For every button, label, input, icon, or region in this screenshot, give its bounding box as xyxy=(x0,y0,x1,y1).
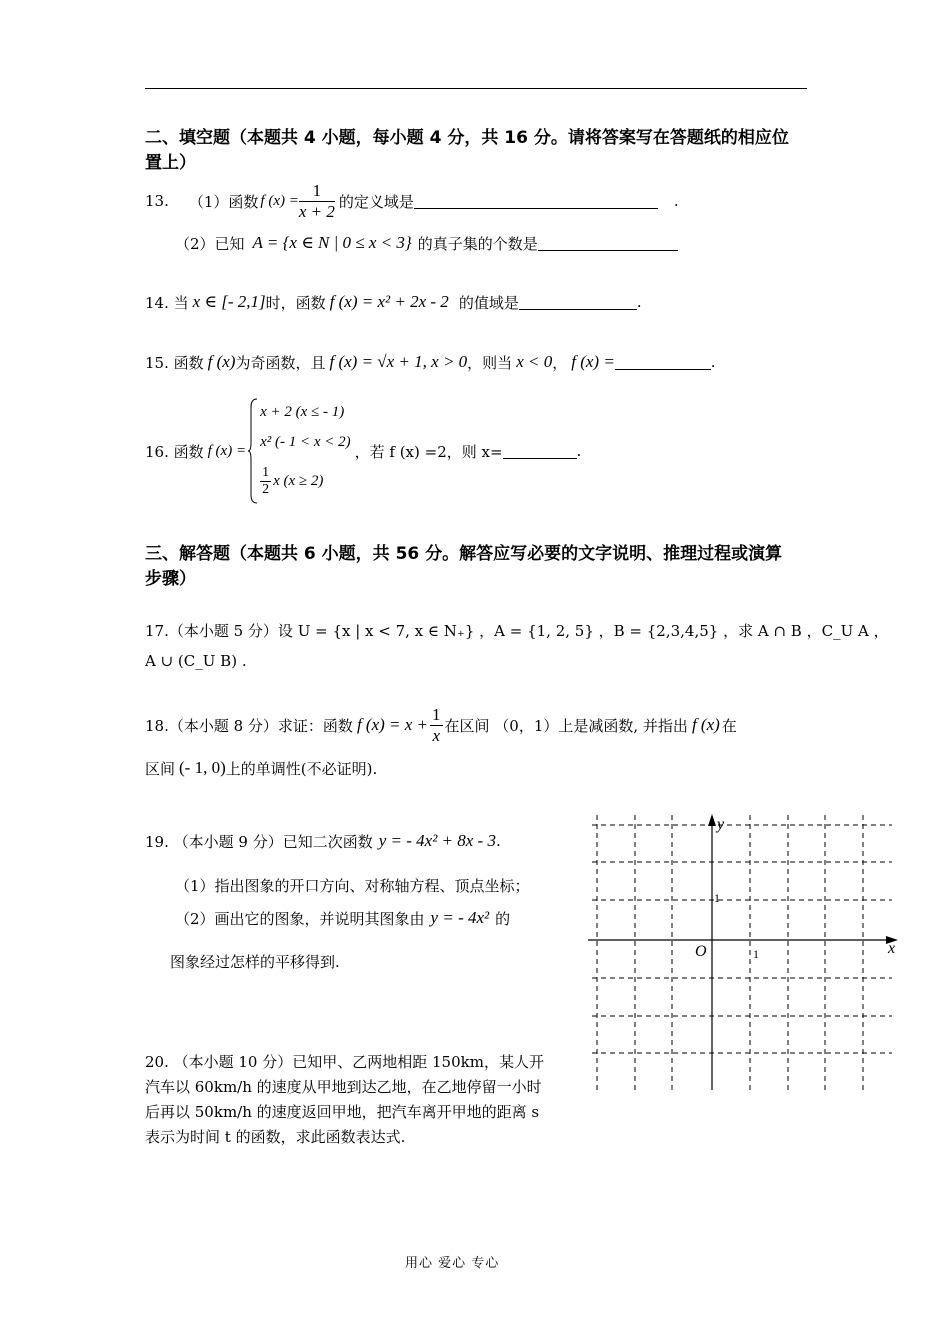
q15-sep: ， xyxy=(552,353,568,372)
q13-p2-set: A = {x ∈ N | 0 ≤ x < 3} xyxy=(252,233,412,252)
q15-number: 15. 函数 xyxy=(145,353,204,372)
q18-line2b: 上的单调性(不必证明). xyxy=(225,759,378,778)
q18-fx: f (x) xyxy=(691,715,720,734)
q19-item2c: 图象经过怎样的平移得到. xyxy=(170,953,340,971)
y-tick-label: 1 xyxy=(714,891,720,905)
q16-case3-rest: x (x ≥ 2) xyxy=(273,473,324,490)
q16-end: . xyxy=(576,442,582,460)
q14-text2: 的值域是 xyxy=(458,293,519,312)
q13-fraction xyxy=(299,181,335,222)
grid-lines xyxy=(592,815,892,1090)
question-13-part2 xyxy=(175,226,678,260)
q20-line1: 20. （本小题 10 分）已知甲、乙两地相距 150km，某人开 xyxy=(145,1053,544,1071)
q18-fraction-num: 1 xyxy=(432,704,441,724)
y-axis-label: y xyxy=(717,816,725,833)
q13-p1-end: . xyxy=(673,192,679,210)
question-18-line1 xyxy=(145,702,737,748)
x-tick-label: 1 xyxy=(753,947,759,961)
q18-line1c: 在 xyxy=(721,716,737,735)
q13-p1-answer-blank[interactable] xyxy=(414,194,658,209)
q15-condition: x < 0 xyxy=(516,352,553,371)
q15-text2: ，则当 xyxy=(467,353,513,372)
q16-text: ，若 f (x) =2，则 x= xyxy=(354,442,503,461)
q15-target: f (x) = xyxy=(571,352,615,371)
q20-line4: 表示为时间 t 的函数，求此函数表达式. xyxy=(145,1128,406,1146)
q13-number: 13. xyxy=(145,192,169,210)
q16-fx: f (x) = xyxy=(207,442,247,459)
page-footer: 用心 爱心 专心 xyxy=(405,1256,500,1271)
q16-number: 16. 函数 xyxy=(145,442,204,461)
q16-case3-num: 1 xyxy=(262,465,270,481)
q18-line1a: 18.（本小题 8 分）求证：函数 xyxy=(145,716,353,735)
question-16 xyxy=(145,396,581,506)
q14-function: f (x) = x² + 2x - 2 xyxy=(329,292,449,311)
q18-line2a: 区间 xyxy=(145,759,176,778)
q13-p1-fx: f (x) = xyxy=(260,192,299,209)
q19-item2 xyxy=(175,902,510,934)
section2-heading-line2: 置上） xyxy=(145,153,196,173)
q13-p2-label: （2）已知 xyxy=(175,234,245,253)
q14-domain: x ∈ [- 2,1] xyxy=(192,292,266,311)
q19-line1: 19. （本小题 9 分）已知二次函数 xyxy=(145,832,373,851)
question-17-line2: A ∪ (C_U B) . xyxy=(145,652,247,670)
x-axis-label: x xyxy=(888,940,896,957)
q15-text1: 为奇函数，且 xyxy=(235,353,326,372)
q16-case3 xyxy=(260,465,351,498)
q20-line2: 汽车以 60km/h 的速度从甲地到达乙地，在乙地停留一小时 xyxy=(145,1078,542,1096)
question-18-line2 xyxy=(145,752,377,784)
q18-fraction xyxy=(430,705,443,746)
question-17-line1: 17.（本小题 5 分）设 U = {x | x < 7, x ∈ N₊} ，A = {1, 2, 5} ，B = {2,3,4,5} ，求 A ∩ B ，C_U A ， xyxy=(145,622,889,640)
origin-label: O xyxy=(695,943,707,960)
q14-answer-blank[interactable] xyxy=(519,295,637,310)
q19-function: y = - 4x² + 8x - 3 xyxy=(378,831,496,850)
section3-heading-line2: 步骤） xyxy=(145,569,196,589)
q16-case2: x² (- 1 < x < 2) xyxy=(260,434,351,451)
question-19-line1 xyxy=(145,826,501,856)
q20-line3: 后再以 50km/h 的速度返回甲地，把汽车离开甲地的距离 s xyxy=(145,1103,540,1121)
q18-interval: (- 1, 0) xyxy=(179,758,226,777)
section2-heading-line1: 二、填空题（本题共 4 小题，每小题 4 分，共 16 分。请将答案写在答题纸的相应位 xyxy=(145,128,789,148)
q16-case3-den: 2 xyxy=(262,482,270,498)
q13-p1-text: 的定义域是 xyxy=(338,192,414,211)
q13-p1-label: （1）函数 xyxy=(188,192,259,211)
q19-item1: （1）指出图象的开口方向、对称轴方程、顶点坐标； xyxy=(175,877,530,895)
q18-function: f (x) = x + xyxy=(356,715,429,734)
q13-fraction-numerator: 1 xyxy=(299,181,335,202)
y-axis-arrow-icon xyxy=(708,814,716,826)
q13-p2-text: 的真子集的个数是 xyxy=(417,234,538,253)
q16-answer-blank[interactable] xyxy=(503,444,577,459)
coordinate-grid xyxy=(580,810,902,1095)
q15-end: . xyxy=(710,353,716,371)
section3-heading-line1: 三、解答题（本题共 6 小题，共 56 分。解答应写必要的文字说明、推理过程或演算 xyxy=(145,544,783,564)
q15-answer-blank[interactable] xyxy=(615,355,711,370)
q13-p2-answer-blank[interactable] xyxy=(538,236,678,251)
q16-case3-fraction xyxy=(260,465,271,498)
q19-dot: . xyxy=(495,832,501,850)
q19-function2: y = - 4x² xyxy=(430,908,490,927)
q14-text1: 时，函数 xyxy=(265,293,326,312)
q14-number: 14. 当 xyxy=(145,293,189,312)
q19-item2b: 的 xyxy=(495,909,511,928)
question-15 xyxy=(145,344,716,380)
question-13-part1 xyxy=(145,176,679,226)
q13-fraction-denominator: x + 2 xyxy=(298,201,335,221)
q18-fraction-den: x xyxy=(432,725,441,745)
header-rule xyxy=(145,88,807,89)
q16-cases xyxy=(260,397,351,505)
q15-fx: f (x) xyxy=(207,352,236,371)
q16-left-brace xyxy=(248,397,258,505)
q19-item2a: （2）画出它的图象，并说明其图象由 xyxy=(175,909,425,928)
q15-definition: f (x) = √x + 1, x > 0 xyxy=(329,352,468,371)
q14-end: . xyxy=(636,293,642,311)
q16-case1: x + 2 (x ≤ - 1) xyxy=(260,403,345,420)
question-14 xyxy=(145,284,642,320)
q18-line1b: 在区间 （0，1）上是减函数, 并指出 xyxy=(444,716,688,735)
